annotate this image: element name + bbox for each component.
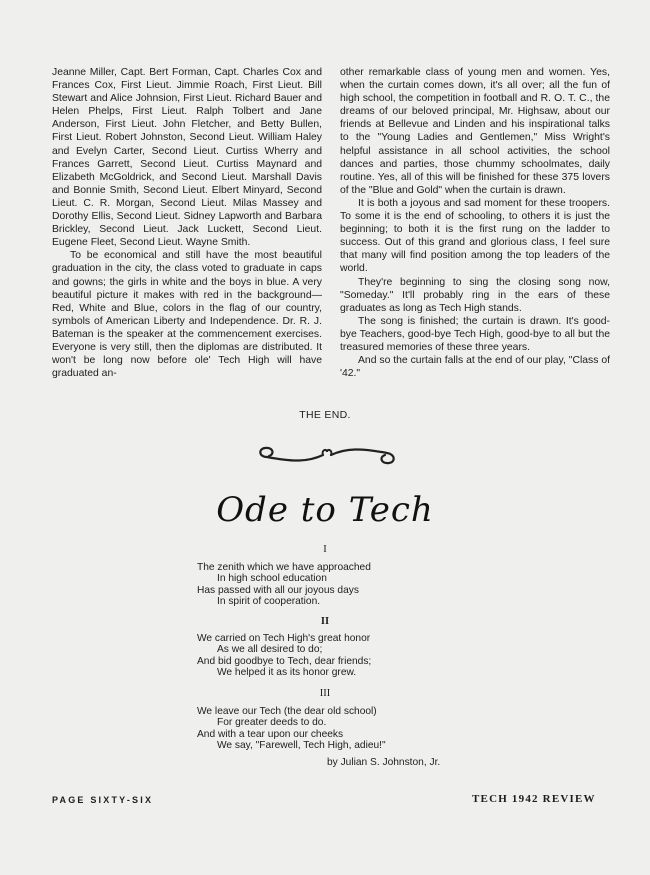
the-end-label: THE END. [299,409,351,421]
poem-line: For greater deeds to do. [217,717,327,729]
poem-line: And with a tear upon our cheeks [197,728,344,740]
poem-line: The zenith which we have approached [197,562,371,573]
stanza-numeral: I [323,544,327,555]
poem-line: We say, "Farewell, Tech High, adieu!" [217,740,386,752]
stanza-numeral: III [319,688,331,699]
right-paragraph-2: It is both a joyous and sad moment for these troopers. To some it is the end of schooling, to others it is just the beginning; to both it is the first rung on the ladder to success. Out of this grand and glorious class, I feel sure that many will find position among the top leaders of the world. [340,197,610,275]
poem-byline: by Julian S. Johnston, Jr. [327,757,441,768]
page-number-label: PAGE SIXTY-SIX [52,795,154,805]
left-paragraph-1: Jeanne Miller, Capt. Bert Forman, Capt. Charles Cox and Frances Cox, First Lieut. Jimmie Roach, First Lieut. Bill Stewart and Alice Johnsion, First Lieut. Richard Bauer and Helen Phelps, First Lieut. Ralph Tolbert and Jane Anderson, First Lieut. John Fletcher, and Betty Bullen, First Lieut. Robert Johnston, Second Lieut. William Haley and Evelyn Carter, Second Lieut. Curtiss Wherry and Frances Garrett, Second Lieut. Curtiss Maynard and Elizabeth McGoldrick, and Second Lieut. Marshall Davis and Bonnie Smith, Second Lieut. Elbert Minyard, Second Lieut. C. R. Morgan, Second Lieut. Milas Massey and Dorothy Ellis, Second Lieut. Sidney Lapworth and Barbara Brickley, Second Lieut. Jack Luckett, Second Lieut. Eugene Fleet, Second Lieut. Wayne Smith. [52,67,322,249]
poem-line: In high school education [217,573,327,585]
poem-line: We carried on Tech High's great honor [197,633,371,644]
scroll-flourish-icon [253,440,401,470]
right-paragraph-3: They're beginning to sing the closing song now, "Someday." It'll probably ring in the ears of these graduates as long as Tech High stands. [340,276,610,314]
poem-line: Has passed with all our joyous days [197,584,359,596]
right-column [340,66,610,380]
poem-stanza-3 [197,706,457,752]
poem-line: We leave our Tech (the dear old school) [197,706,377,717]
poem-line: And bid goodbye to Tech, dear friends; [197,655,372,667]
poem-line: In spirit of cooperation. [217,596,321,608]
right-paragraph-1: other remarkable class of young men and women. Yes, when the curtain comes down, it's all over; all the fun of high school, the competition in football and R. O. T. C., the dreams of our beloved principal, Mr. Highsaw, about our friends at Bellevue and Linden and his inspirational talks to the "Young Ladies and Gentlemen," Miss Wright's helpful assistance in all school activities, the school dances and parties, those chummy schoolmates, daily routine. Yes, all of this will be finished for these 375 lovers of the "Blue and Gold" when the curtain is drawn. [340,67,610,196]
right-paragraph-5: And so the curtain falls at the end of our play, "Class of '42." [340,355,610,380]
left-paragraph-2: To be economical and still have the most beautiful graduation in the city, the class voted to graduate in caps and gowns; the girls in white and the boys in blue. A very beautiful picture it makes with red in the background—Red, White and Blue, colors in the flag of our country, symbols of American Liberty and Independence. Dr. R. J. Bateman is the speaker at the commencement exercises. Everyone is very still, then the diplomas are distributed. It won't be long now before ole' Tech High will have graduated an- [52,250,322,380]
poem-stanza-2 [197,633,457,679]
right-paragraph-4: The song is finished; the curtain is drawn. It's good-bye Teachers, good-bye Tech High, good-bye to all but the treasured memories of these three years. [340,315,610,353]
stanza-numeral: II [320,616,330,627]
poem-line: As we all desired to do; [217,644,323,656]
publication-title: TECH 1942 REVIEW [472,793,596,805]
left-column [52,66,322,380]
poem-stanza-1 [197,562,457,608]
poem-line: We helped it as its honor grew. [217,667,357,679]
poem-title: Ode to Tech [216,490,434,530]
